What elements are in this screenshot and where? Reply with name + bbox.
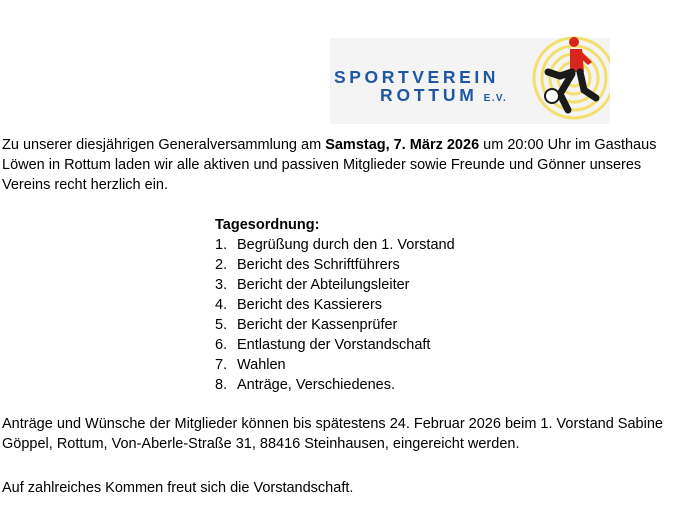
agenda-item-text: Bericht des Schriftführers bbox=[237, 257, 400, 273]
logo-wordmark-suffix: E.V. bbox=[483, 93, 508, 104]
agenda-item bbox=[215, 295, 455, 315]
agenda-item-number: 4. bbox=[215, 297, 228, 313]
logo-wordmark-line2 bbox=[380, 85, 507, 106]
agenda-item-text: Anträge, Verschiedenes. bbox=[237, 377, 395, 393]
agenda-item-number: 7. bbox=[215, 357, 228, 373]
agenda-item bbox=[215, 355, 455, 375]
agenda-item-number: 1. bbox=[215, 237, 228, 253]
logo-wordmark-line1: SPORTVEREIN bbox=[334, 67, 500, 87]
agenda-item-text: Wahlen bbox=[237, 357, 286, 373]
requests-paragraph: Anträge und Wünsche der Mitglieder können bis spätestens 24. Februar 2026 beim 1. Vorstand Sabine Göppel, Rottum, Von-Aberle-Straße 31, 88416 Steinhausen, eingereicht werden. bbox=[2, 416, 663, 452]
runner-with-ball-icon bbox=[530, 32, 610, 124]
agenda-item-number: 3. bbox=[215, 277, 228, 293]
agenda-item-number: 2. bbox=[215, 257, 228, 273]
agenda-item-text: Entlastung der Vorstandschaft bbox=[237, 337, 431, 353]
agenda-item bbox=[215, 375, 455, 395]
agenda-item bbox=[215, 255, 455, 275]
agenda-item bbox=[215, 335, 455, 355]
meeting-date: Samstag, 7. März 2026 bbox=[325, 137, 480, 153]
logo-wordmark-rottum: ROTTUM bbox=[380, 85, 478, 105]
agenda-list bbox=[215, 235, 455, 395]
agenda-item bbox=[215, 315, 455, 335]
agenda-item bbox=[215, 275, 455, 295]
agenda-item-number: 6. bbox=[215, 337, 228, 353]
intro-text-before: Zu unserer diesjährigen Generalversammlung am bbox=[2, 137, 326, 153]
agenda-item-text: Bericht der Abteilungsleiter bbox=[237, 277, 410, 293]
agenda bbox=[215, 215, 455, 395]
agenda-item-number: 5. bbox=[215, 317, 228, 333]
agenda-item-text: Bericht der Kassenprüfer bbox=[237, 317, 398, 333]
agenda-item bbox=[215, 235, 455, 255]
club-logo bbox=[330, 32, 610, 124]
agenda-item-text: Bericht des Kassierers bbox=[237, 297, 383, 313]
agenda-title: Tagesordnung: bbox=[215, 217, 320, 233]
closing-paragraph: Auf zahlreiches Kommen freut sich die Vorstandschaft. bbox=[2, 480, 354, 496]
agenda-item-number: 8. bbox=[215, 377, 228, 393]
invitation-paragraph bbox=[2, 135, 682, 195]
intro-text-after: um 20:00 Uhr im Gasthaus Löwen in Rottum laden wir alle aktiven und passiven Mitglieder sowie Freunde und Gönner unseres Vereins recht herzlich ein. bbox=[2, 137, 657, 193]
agenda-item-text: Begrüßung durch den 1. Vorstand bbox=[237, 237, 455, 253]
